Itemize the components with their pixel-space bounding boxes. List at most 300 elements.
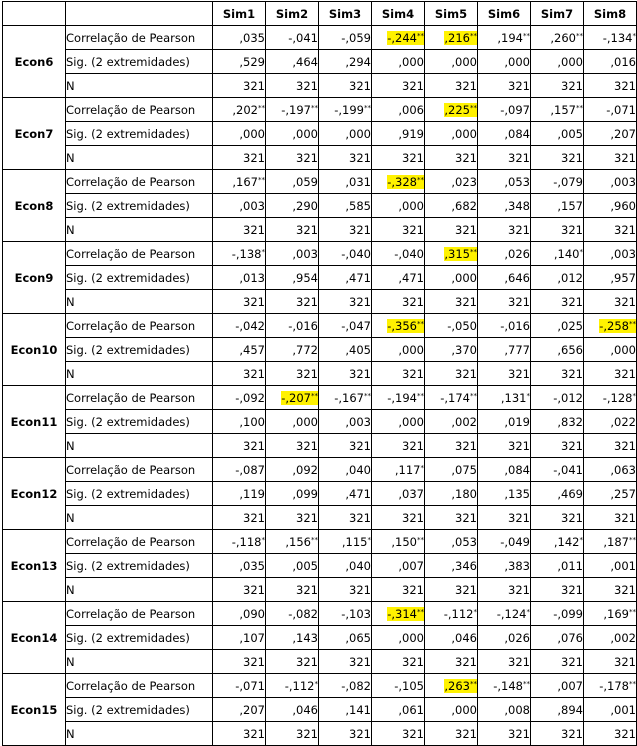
value-cell [584,242,637,266]
correlation-value [232,247,265,261]
value-cell: ,003 [319,410,372,434]
value-cell: ,003 [213,194,266,218]
correlation-value [451,535,477,549]
value-cell: 321 [372,146,425,170]
coefficient: -,050 [447,318,477,333]
coefficient: -,134 [602,30,633,45]
significance-marker: * [632,31,636,40]
value-cell: ,000 [372,194,425,218]
correlation-value [603,31,636,45]
correlation-value [387,391,424,405]
value-cell: ,011 [531,554,584,578]
value-cell: ,954 [266,266,319,290]
coefficient: -,082 [288,606,318,621]
correlation-value [285,535,318,549]
significance-marker: ** [417,391,424,400]
value-cell: ,100 [213,410,266,434]
value-cell: ,469 [531,482,584,506]
value-cell: ,960 [584,194,637,218]
row-label: N [66,722,213,746]
correlation-value [288,31,318,45]
correlation-value [553,391,583,405]
significance-marker: ** [523,679,530,688]
value-cell: ,471 [372,266,425,290]
coefficient: -,041 [553,462,583,477]
row-label: Correlação de Pearson [66,98,213,122]
value-cell [531,98,584,122]
coefficient: ,007 [557,678,583,693]
value-cell: ,585 [319,194,372,218]
correlation-value [557,679,583,693]
significance-marker: * [526,391,530,400]
significance-marker: ** [629,319,636,328]
correlation-value [504,175,530,189]
row-label: N [66,146,213,170]
coefficient: ,131 [500,390,527,405]
value-cell: 321 [266,650,319,674]
group-label: Econ9 [3,242,66,314]
corner-cell [66,2,213,26]
coefficient: ,026 [504,246,530,261]
column-header: Sim7 [531,2,584,26]
value-cell [319,530,372,554]
value-cell [266,530,319,554]
value-cell: 321 [319,722,372,746]
correlation-value [603,391,636,405]
coefficient: -,328 [387,174,417,189]
row-label: Correlação de Pearson [66,242,213,266]
row-label: N [66,218,213,242]
value-cell: ,035 [213,554,266,578]
value-cell: ,001 [584,698,637,722]
sig-row [3,626,637,650]
significance-marker: ** [311,103,318,112]
sig-row [3,338,637,362]
value-cell [478,674,531,698]
value-cell: 321 [266,506,319,530]
significance-marker: ** [470,391,477,400]
correlation-table [2,1,637,746]
value-cell: ,143 [266,626,319,650]
value-cell [319,314,372,338]
coefficient: ,035 [239,30,265,45]
value-cell: ,000 [584,338,637,362]
sig-row [3,122,637,146]
row-label: Sig. (2 extremidades) [66,122,213,146]
value-cell: 321 [584,218,637,242]
row-label: Sig. (2 extremidades) [66,50,213,74]
coefficient: ,167 [232,174,258,189]
coefficient: ,315 [444,246,470,261]
n-row [3,434,637,458]
correlation-value [599,679,636,693]
significance-marker: * [261,247,265,256]
value-cell [425,170,478,194]
correlation-value [285,679,318,693]
value-cell [531,530,584,554]
value-cell: ,107 [213,626,266,650]
value-cell [372,602,425,626]
n-row [3,578,637,602]
correlation-value [394,247,424,261]
significance-marker: ** [470,247,477,256]
value-cell: 321 [213,290,266,314]
group-label: Econ7 [3,98,66,170]
value-cell: 321 [584,722,637,746]
correlation-value [603,535,636,549]
group-label: Econ15 [3,674,66,746]
value-cell [213,98,266,122]
pearson-row [3,674,637,698]
row-label: Sig. (2 extremidades) [66,626,213,650]
value-cell: 321 [213,506,266,530]
coefficient: ,194 [497,30,523,45]
value-cell: 321 [213,650,266,674]
row-label: Correlação de Pearson [66,674,213,698]
correlation-value [554,535,583,549]
n-row [3,506,637,530]
correlation-value [281,103,318,117]
value-cell: 321 [531,650,584,674]
significance-marker: ** [576,31,583,40]
coefficient: ,025 [557,318,583,333]
sig-row [3,194,637,218]
value-cell [478,314,531,338]
value-cell [266,242,319,266]
value-cell [531,170,584,194]
significance-marker: ** [576,103,583,112]
value-cell: 321 [372,506,425,530]
value-cell: 321 [372,650,425,674]
coefficient: -,112 [284,678,315,693]
significance-marker: ** [417,319,424,328]
coefficient: ,090 [239,606,265,621]
pearson-row [3,458,637,482]
value-cell: ,777 [478,338,531,362]
corner-cell [3,2,66,26]
coefficient: -,148 [493,678,523,693]
coefficient: ,063 [610,462,636,477]
coefficient: -,314 [387,606,417,621]
value-cell: ,007 [372,554,425,578]
group-label: Econ14 [3,602,66,674]
value-cell: 321 [531,722,584,746]
value-cell: 321 [584,578,637,602]
value-cell: ,001 [584,554,637,578]
value-cell: ,656 [531,338,584,362]
value-cell: ,180 [425,482,478,506]
value-cell: 321 [266,290,319,314]
value-cell: 321 [478,74,531,98]
coefficient: -,128 [602,390,633,405]
correlation-value [553,607,583,621]
value-cell [425,530,478,554]
pearson-row [3,170,637,194]
value-cell: 321 [213,434,266,458]
correlation-value [504,463,530,477]
column-header: Sim3 [319,2,372,26]
column-header: Sim6 [478,2,531,26]
value-cell [531,26,584,50]
correlation-value [557,319,583,333]
coefficient: ,003 [610,246,636,261]
value-cell: 321 [319,434,372,458]
value-cell [372,314,425,338]
value-cell: 321 [584,506,637,530]
correlation-value [394,679,424,693]
coefficient: ,263 [444,678,470,693]
coefficient: -,012 [553,390,583,405]
value-cell: 321 [425,74,478,98]
coefficient: ,150 [391,534,417,549]
value-cell: ,000 [425,698,478,722]
value-cell [266,314,319,338]
value-cell: ,016 [584,50,637,74]
value-cell: 321 [372,434,425,458]
coefficient: -,138 [231,246,262,261]
significance-marker: * [314,679,318,688]
significance-marker: ** [523,31,530,40]
correlation-value [504,247,530,261]
value-cell: ,000 [213,122,266,146]
coefficient: ,003 [610,174,636,189]
correlation-value [451,175,477,189]
value-cell: 321 [531,434,584,458]
correlation-value [239,607,265,621]
value-cell [319,170,372,194]
correlation-value [235,463,265,477]
row-label: Sig. (2 extremidades) [66,482,213,506]
coefficient: -,071 [235,678,265,693]
coefficient: ,006 [398,102,424,117]
row-label: Correlação de Pearson [66,26,213,50]
value-cell: 321 [425,218,478,242]
value-cell: 321 [319,218,372,242]
value-cell: ,141 [319,698,372,722]
n-row [3,290,637,314]
value-cell: 321 [425,290,478,314]
value-cell [584,602,637,626]
value-cell [425,386,478,410]
value-cell [372,458,425,482]
coefficient: -,047 [341,318,371,333]
coefficient: -,167 [334,390,364,405]
value-cell: 321 [425,650,478,674]
correlation-value [292,247,318,261]
value-cell [213,26,266,50]
row-label: Sig. (2 extremidades) [66,554,213,578]
value-cell: 321 [213,218,266,242]
value-cell: 321 [372,74,425,98]
coefficient: ,053 [504,174,530,189]
correlation-value [500,535,530,549]
value-cell [478,386,531,410]
correlation-value [235,391,265,405]
value-cell [584,674,637,698]
value-cell: ,037 [372,482,425,506]
coefficient: -,041 [288,30,318,45]
value-cell: ,135 [478,482,531,506]
significance-marker: * [632,391,636,400]
group-label: Econ11 [3,386,66,458]
coefficient: ,169 [603,606,629,621]
coefficient: -,040 [341,246,371,261]
value-cell: 321 [478,434,531,458]
correlation-value [292,463,318,477]
value-cell: 321 [213,362,266,386]
value-cell [425,602,478,626]
value-cell [584,98,637,122]
value-cell: ,471 [319,482,372,506]
value-cell: 321 [478,146,531,170]
pearson-row [3,98,637,122]
column-header: Sim8 [584,2,637,26]
value-cell [584,530,637,554]
value-cell: 321 [372,722,425,746]
correlation-value [235,319,265,333]
value-cell: ,772 [266,338,319,362]
value-cell: ,000 [372,626,425,650]
coefficient: ,140 [553,246,580,261]
value-cell [213,674,266,698]
sig-row [3,482,637,506]
significance-marker: * [261,535,265,544]
pearson-row [3,530,637,554]
significance-marker: ** [364,103,371,112]
significance-marker: ** [417,31,424,40]
coefficient: -,049 [500,534,530,549]
correlation-value [387,31,424,45]
value-cell [584,170,637,194]
coefficient: -,071 [606,102,636,117]
significance-marker: ** [470,679,477,688]
coefficient: ,202 [232,102,258,117]
value-cell: ,076 [531,626,584,650]
value-cell: ,002 [584,626,637,650]
group-label: Econ6 [3,26,66,98]
value-cell [584,386,637,410]
value-cell: 321 [478,218,531,242]
value-cell [319,674,372,698]
value-cell [531,386,584,410]
significance-marker: ** [417,607,424,616]
value-cell: ,294 [319,50,372,74]
value-cell [266,26,319,50]
correlation-value [334,391,371,405]
row-label: Correlação de Pearson [66,602,213,626]
pearson-row [3,602,637,626]
sig-row [3,410,637,434]
coefficient: ,115 [341,534,368,549]
coefficient: ,084 [504,462,530,477]
coefficient: -,105 [394,678,424,693]
group-label: Econ8 [3,170,66,242]
n-row [3,218,637,242]
correlation-value [440,391,477,405]
correlation-value [288,319,318,333]
value-cell [372,98,425,122]
correlation-value [610,247,636,261]
row-label: N [66,650,213,674]
value-cell: ,529 [213,50,266,74]
value-cell [372,386,425,410]
row-label: Sig. (2 extremidades) [66,338,213,362]
value-cell: ,012 [531,266,584,290]
value-cell: ,000 [372,410,425,434]
value-cell: ,000 [425,266,478,290]
coefficient: -,207 [281,390,311,405]
significance-marker: ** [470,31,477,40]
significance-marker: ** [470,103,477,112]
correlation-value [553,463,583,477]
coefficient: -,040 [394,246,424,261]
value-cell [266,674,319,698]
correlation-value [610,175,636,189]
value-cell [425,458,478,482]
value-cell [425,26,478,50]
correlation-value [235,679,265,693]
value-cell: 321 [213,74,266,98]
value-cell: 321 [478,506,531,530]
correlation-value [387,607,424,621]
sig-row [3,266,637,290]
value-cell [478,98,531,122]
value-cell [319,386,372,410]
row-label: N [66,506,213,530]
coefficient: -,042 [235,318,265,333]
value-cell: 321 [584,650,637,674]
pearson-row [3,386,637,410]
value-cell [531,674,584,698]
value-cell [531,242,584,266]
value-cell: 321 [319,650,372,674]
coefficient: ,142 [553,534,580,549]
coefficient: -,197 [281,102,311,117]
correlation-value [610,463,636,477]
value-cell [213,602,266,626]
value-cell [319,602,372,626]
value-cell [266,98,319,122]
value-cell [478,242,531,266]
significance-marker: * [367,535,371,544]
coefficient: -,087 [235,462,265,477]
n-row [3,74,637,98]
value-cell: ,894 [531,698,584,722]
correlation-value [341,31,371,45]
row-label: Correlação de Pearson [66,530,213,554]
group-label: Econ12 [3,458,66,530]
correlation-value [500,103,530,117]
pearson-row [3,26,637,50]
value-cell: 321 [319,290,372,314]
value-cell [478,530,531,554]
value-cell: 321 [319,146,372,170]
value-cell: 321 [584,290,637,314]
value-cell: 321 [319,506,372,530]
value-cell: ,919 [372,122,425,146]
value-cell: 321 [319,362,372,386]
value-cell [425,242,478,266]
value-cell: ,346 [425,554,478,578]
value-cell: ,157 [531,194,584,218]
coefficient: -,082 [341,678,371,693]
correlation-value [341,247,371,261]
value-cell: 321 [266,362,319,386]
value-cell: 321 [425,722,478,746]
value-cell: ,119 [213,482,266,506]
value-cell: ,000 [266,122,319,146]
pearson-row [3,314,637,338]
